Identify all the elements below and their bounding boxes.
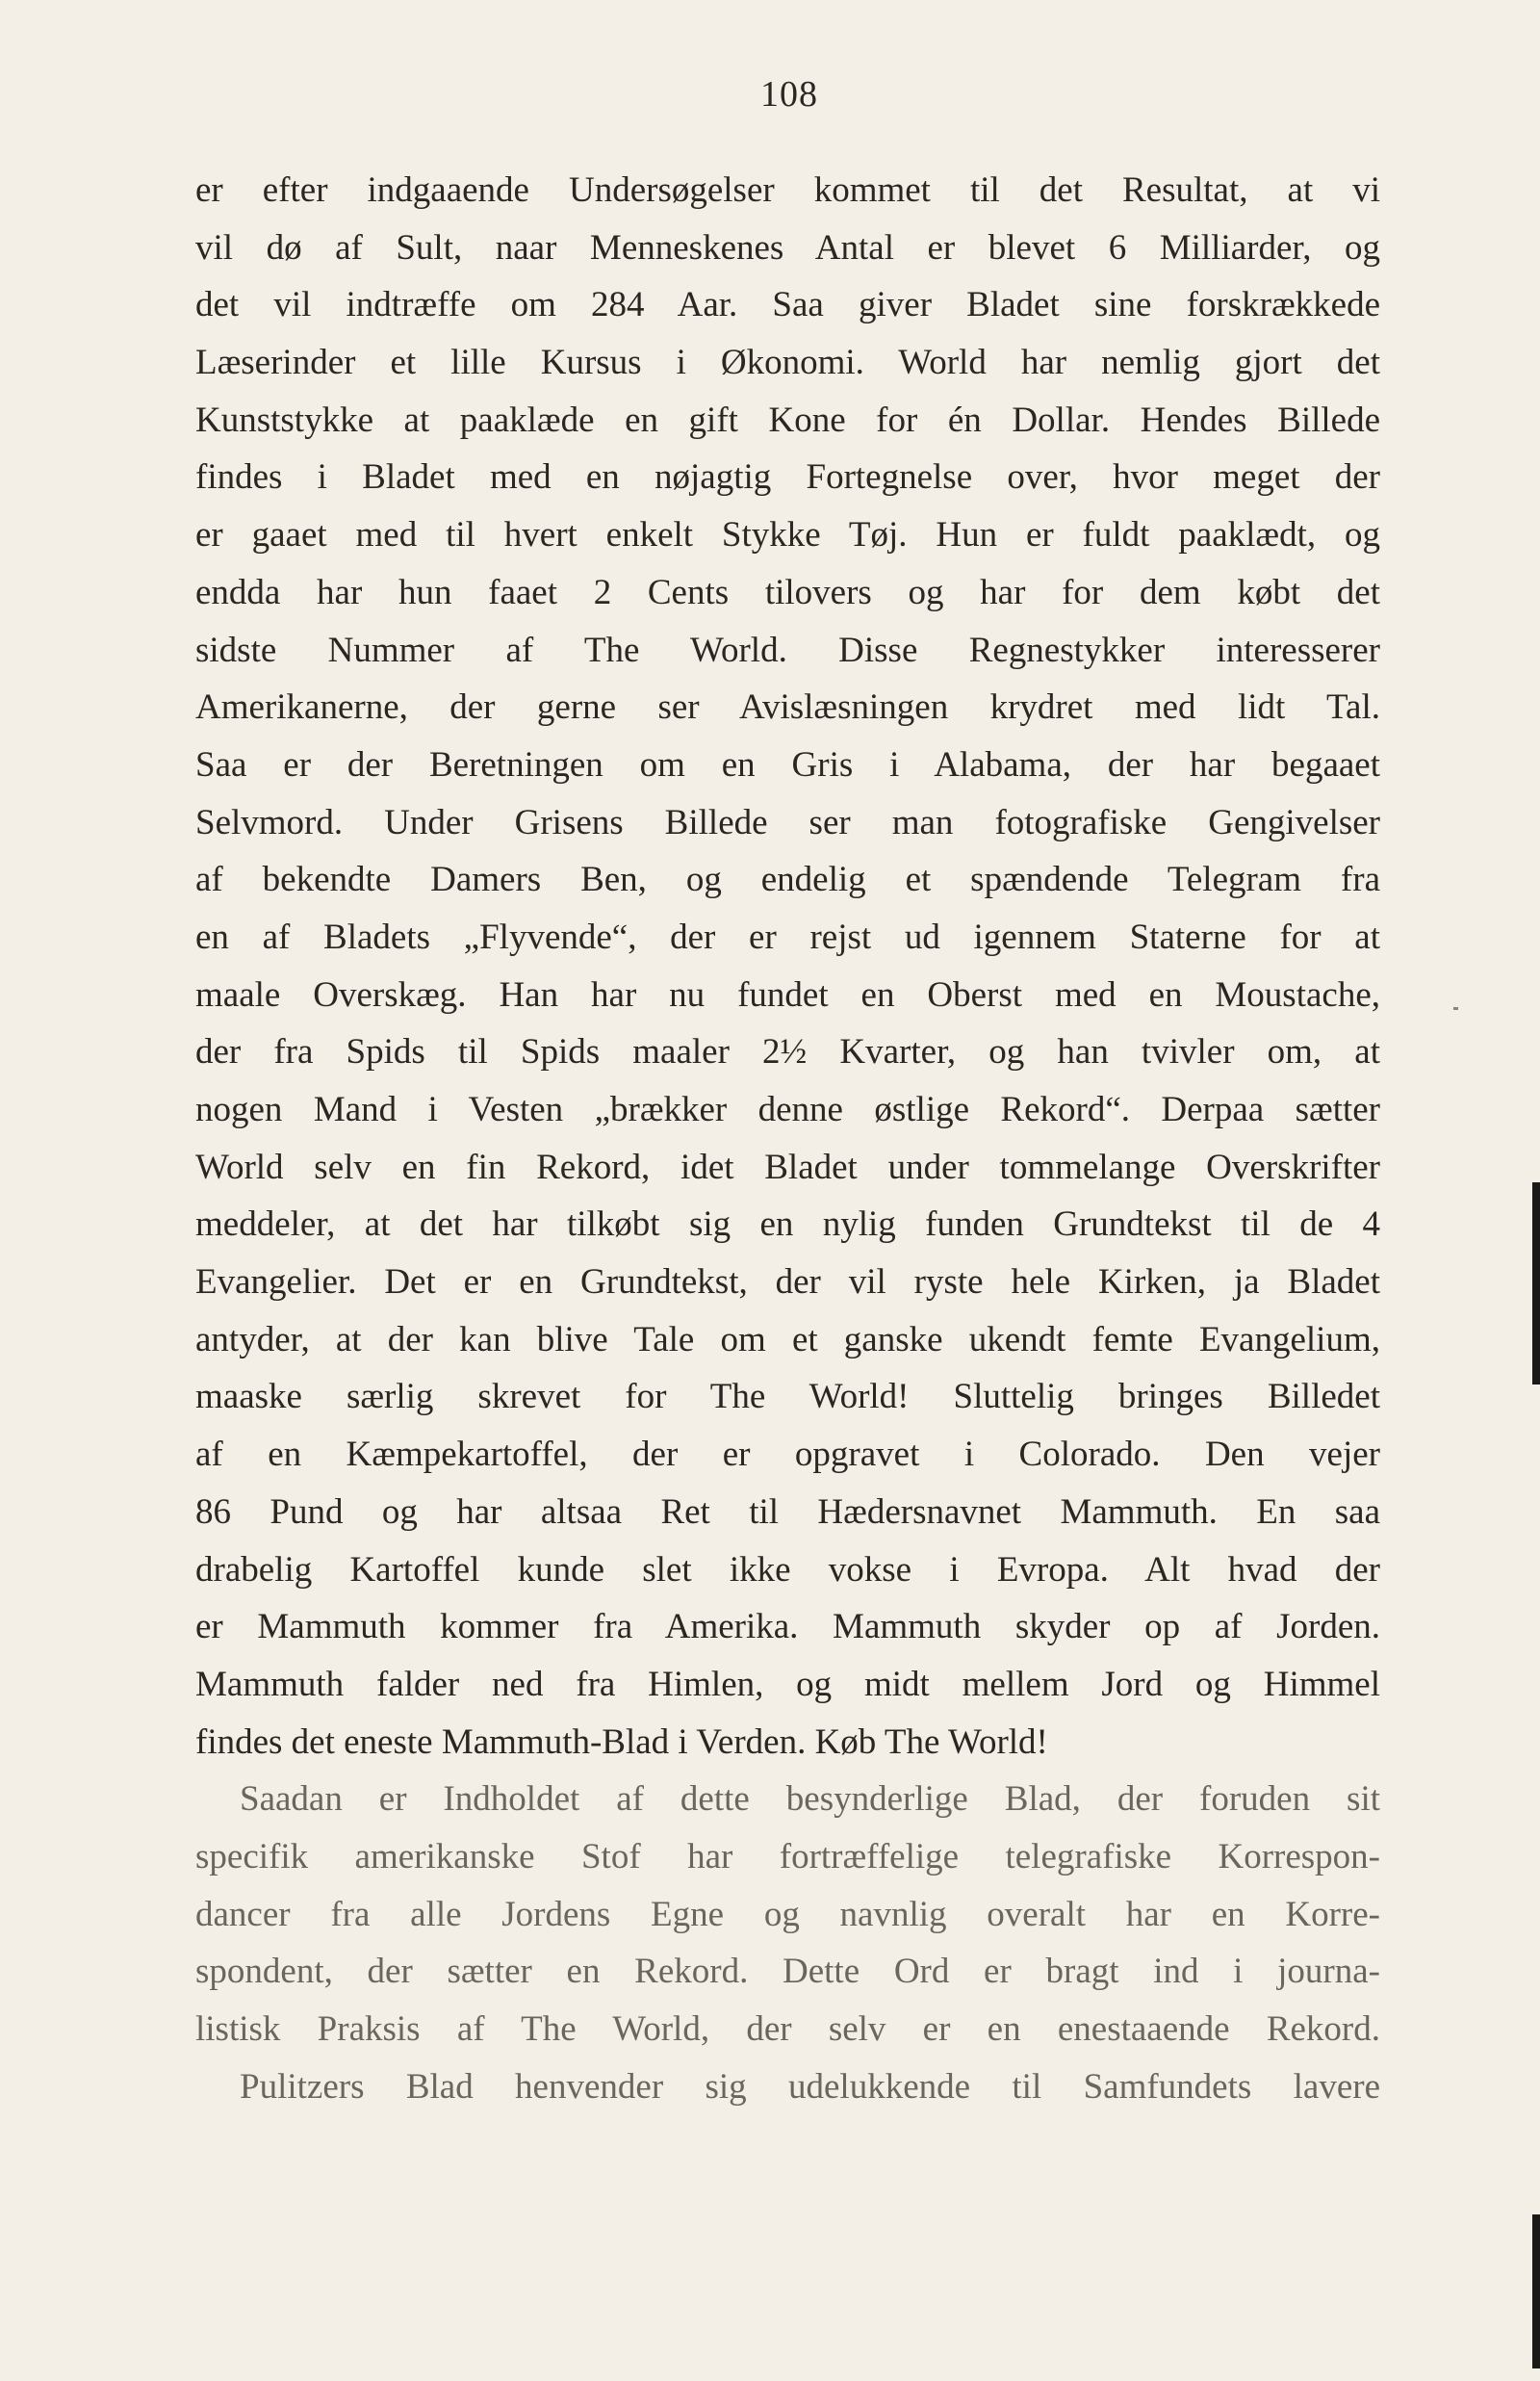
- text-line: specifik amerikanske Stof har fortræffelige telegrafiske Korrespon-: [195, 1836, 1380, 1876]
- text-line: det vil indtræffe om 284 Aar. Saa giver Bladet sine forskrækkede: [195, 285, 1380, 325]
- text-line: Amerikanerne, der gerne ser Avislæsningen krydret med lidt Tal.: [195, 687, 1380, 728]
- text-line: maale Overskæg. Han har nu fundet en Oberst med en Moustache,: [195, 974, 1380, 1015]
- text-line: maaske særlig skrevet for The World! Sluttelig bringes Billedet: [195, 1377, 1380, 1417]
- text-line: drabelig Kartoffel kunde slet ikke vokse i Evropa. Alt hvad der: [195, 1549, 1380, 1590]
- text-line: Kunststykke at paaklæde en gift Kone for én Dollar. Hendes Billede: [195, 400, 1380, 440]
- text-line: Saa er der Beretningen om en Gris i Alabama, der har begaaet: [195, 744, 1380, 785]
- text-line: spondent, der sætter en Rekord. Dette Ord er bragt ind i journa-: [195, 1952, 1380, 1992]
- text-line: nogen Mand i Vesten „brækker denne østlige Rekord“. Derpaa sætter: [195, 1090, 1380, 1129]
- text-line: Evangelier. Det er en Grundtekst, der vil ryste hele Kirken, ja Bladet: [195, 1262, 1380, 1303]
- text-line: en af Bladets „Flyvende“, der er rejst ud igennem Staterne for at: [195, 917, 1380, 957]
- page-number: 108: [760, 74, 818, 115]
- scan-edge-shadow: [1532, 2214, 1540, 2368]
- text-line: vil dø af Sult, naar Menneskenes Antal er blevet 6 Milliarder, og: [195, 227, 1380, 268]
- text-line: findes det eneste Mammuth-Blad i Verden. Køb The World!: [195, 1721, 1048, 1762]
- text-line: Læserinder et lille Kursus i Økonomi. World har nemlig gjort det: [195, 343, 1380, 383]
- text-line: Pulitzers Blad henvender sig udelukkende til Samfundets lavere: [240, 2066, 1380, 2107]
- text-line: endda har hun faaet 2 Cents tilovers og har for dem købt det: [195, 572, 1380, 612]
- text-line: af en Kæmpekartoffel, der er opgravet i Colorado. Den vejer: [195, 1435, 1380, 1475]
- text-line: 86 Pund og har altsaa Ret til Hædersnavnet Mammuth. En saa: [195, 1491, 1380, 1532]
- text-line: listisk Praksis af The World, der selv er en enestaaende Rekord.: [195, 2009, 1380, 2049]
- text-line: Mammuth falder ned fra Himlen, og midt mellem Jord og Himmel: [195, 1664, 1380, 1704]
- body-text: [195, 162, 1380, 2115]
- text-line: findes i Bladet med en nøjagtig Fortegnelse over, hvor meget der: [195, 457, 1380, 498]
- text-line: er gaaet med til hvert enkelt Stykke Tøj. Hun er fuldt paaklædt, og: [195, 515, 1380, 556]
- text-line: World selv en fin Rekord, idet Bladet under tommelange Overskrifter: [195, 1147, 1380, 1187]
- stray-ink-mark: [1453, 1007, 1458, 1010]
- text-line: sidste Nummer af The World. Disse Regnestykker interesserer: [195, 630, 1380, 670]
- text-line: er efter indgaaende Undersøgelser kommet til det Resultat, at vi: [195, 170, 1380, 210]
- text-line: Saadan er Indholdet af dette besynderlige Blad, der foruden sit: [240, 1779, 1380, 1820]
- text-line: Selvmord. Under Grisens Billede ser man fotografiske Gengivelser: [195, 802, 1380, 842]
- text-line: meddeler, at det har tilkøbt sig en nylig funden Grundtekst til de 4: [195, 1204, 1380, 1245]
- text-line: af bekendte Damers Ben, og endelig et spændende Telegram fra: [195, 860, 1380, 900]
- text-line: der fra Spids til Spids maaler 2½ Kvarter, og han tvivler om, at: [195, 1032, 1380, 1073]
- scan-edge-shadow: [1532, 1182, 1540, 1385]
- text-line: antyder, at der kan blive Tale om et ganske ukendt femte Evangelium,: [195, 1319, 1380, 1359]
- text-line: er Mammuth kommer fra Amerika. Mammuth skyder op af Jorden.: [195, 1607, 1380, 1647]
- text-line: dancer fra alle Jordens Egne og navnlig overalt har en Korre-: [195, 1894, 1380, 1934]
